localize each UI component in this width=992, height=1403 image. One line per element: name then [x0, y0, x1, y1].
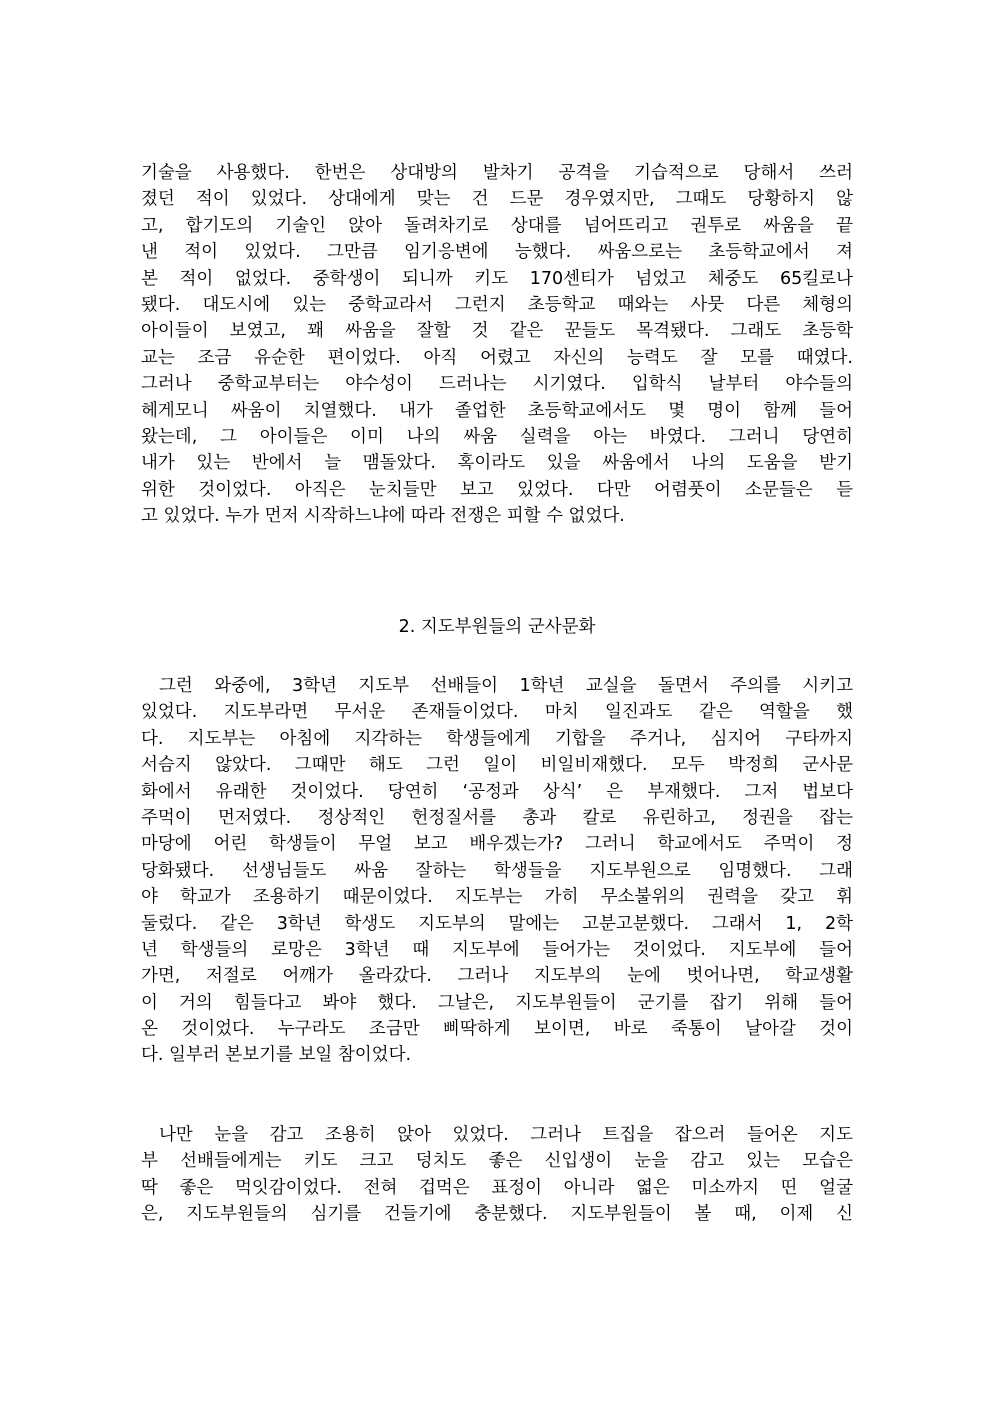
text-line: 아이들이 보였고, 꽤 싸움을 잘할 것 같은 꾼들도 목격됐다. 그래도 초등학: [141, 321, 853, 342]
text-line: 졌던 적이 있었다. 상대에게 맞는 건 드문 경우였지만, 그때도 당황하지 않: [141, 189, 853, 210]
text-line: 교는 조금 유순한 편이었다. 아직 어렸고 자신의 능력도 잘 모를 때였다.: [141, 347, 853, 368]
text-line: 가면, 저절로 어깨가 올라갔다. 그러나 지도부의 눈에 벗어나면, 학교생활: [141, 966, 853, 987]
text-line: 기술을 사용했다. 한번은 상대방의 발차기 공격을 기습적으로 당해서 쓰러: [141, 163, 853, 183]
text-line: 나만 눈을 감고 조용히 앉아 있었다. 그러나 트집을 잡으러 들어온 지도: [159, 1125, 853, 1145]
text-line: 은, 지도부원들의 심기를 건들기에 충분했다. 지도부원들이 볼 때, 이제 신: [141, 1204, 853, 1225]
paragraph-2: [141, 673, 853, 1069]
text-line: 위한 것이었다. 아직은 눈치들만 보고 있었다. 다만 어렴풋이 소문들은 듣: [141, 479, 853, 500]
text-line: 년 학생들의 로망은 3학년 때 지도부에 들어가는 것이었다. 지도부에 들어: [141, 939, 853, 960]
text-line: 고, 합기도의 기술인 앉아 돌려차기로 상대를 넘어뜨리고 권투로 싸움을 끝: [141, 215, 853, 236]
text-line: 왔는데, 그 아이들은 이미 나의 싸움 실력을 아는 바였다. 그러니 당연히: [141, 426, 853, 447]
text-line: 있었다. 지도부라면 무서운 존재들이었다. 마치 일진과도 같은 역할을 했: [141, 702, 853, 723]
text-line: 됐다. 대도시에 있는 중학교라서 그런지 초등학교 때와는 사뭇 다른 체형의: [141, 294, 853, 315]
text-line: 주먹이 먼저였다. 정상적인 헌정질서를 총과 칼로 유린하고, 정권을 잡는: [141, 807, 853, 828]
text-line: 본 적이 없었다. 중학생이 되니까 키도 170센티가 넘었고 체중도 65킬로나: [141, 268, 853, 289]
text-line: 그러나 중학교부터는 야수성이 드러나는 시기였다. 입학식 날부터 야수들의: [141, 374, 853, 395]
text-line: 마당에 어린 학생들이 무얼 보고 배우겠는가? 그러니 학교에서도 주먹이 정: [141, 834, 853, 855]
text-line: 다. 일부러 본보기를 보일 참이었다.: [141, 1045, 412, 1066]
text-line: 다. 지도부는 아침에 지각하는 학생들에게 기합을 주거나, 심지어 구타까지: [141, 728, 853, 749]
section-heading: 2. 지도부원들의 군사문화: [398, 617, 596, 637]
text-line: 서슴지 않았다. 그때만 해도 그런 일이 비일비재했다. 모두 박정희 군사문: [141, 755, 853, 776]
text-line: 낸 적이 있었다. 그만큼 임기응변에 능했다. 싸움으로는 초등학교에서 져: [141, 242, 853, 263]
text-line: 당화됐다. 선생님들도 싸움 잘하는 학생들을 지도부원으로 임명했다. 그래: [141, 860, 853, 881]
text-line: 고 있었다. 누가 먼저 시작하느냐에 따라 전쟁은 피할 수 없었다.: [141, 506, 625, 527]
text-line: 헤게모니 싸움이 치열했다. 내가 졸업한 초등학교에서도 몇 명이 함께 들어: [141, 400, 853, 421]
text-line: 딱 좋은 먹잇감이었다. 전혀 겁먹은 표정이 아니라 엷은 미소까지 띤 얼굴: [141, 1177, 853, 1198]
text-line: 화에서 유래한 것이었다. 당연히 ‘공정과 상식’ 은 부재했다. 그저 법보다: [141, 781, 853, 802]
text-line: 둘렀다. 같은 3학년 학생도 지도부의 말에는 고분고분했다. 그래서 1, 2학: [141, 913, 853, 934]
text-line: 야 학교가 조용하기 때문이었다. 지도부는 가히 무소불위의 권력을 갖고 휘: [141, 887, 853, 908]
text-line: 이 거의 힘들다고 봐야 했다. 그날은, 지도부원들이 군기를 잡기 위해 들어: [141, 992, 853, 1013]
text-line: 부 선배들에게는 키도 크고 덩치도 좋은 신입생이 눈을 감고 있는 모습은: [141, 1151, 853, 1172]
paragraph-3: [141, 1122, 853, 1228]
text-line: 그런 와중에, 3학년 지도부 선배들이 1학년 교실을 돌면서 주의를 시키고: [159, 676, 853, 696]
text-line: 온 것이었다. 누구라도 조금만 삐딱하게 보이면, 바로 죽통이 날아갈 것이: [141, 1019, 853, 1040]
text-line: 내가 있는 반에서 늘 맴돌았다. 혹이라도 있을 싸움에서 나의 도움을 받기: [141, 453, 853, 474]
paragraph-1: [141, 160, 853, 529]
